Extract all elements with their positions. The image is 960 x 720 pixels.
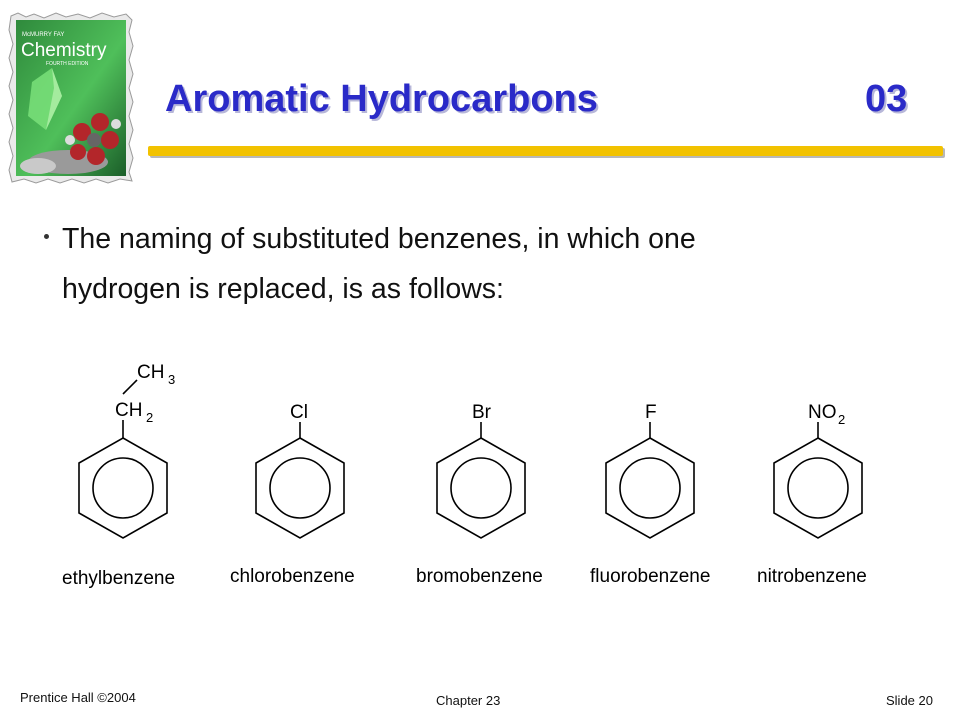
ethylbenzene-name: ethylbenzene: [62, 568, 176, 589]
ethylbenzene-ch3-subscript: 3: [168, 372, 176, 387]
ethylbenzene-ch2-subscript: 2: [146, 410, 154, 425]
bullet-line-1: The naming of substituted benzenes, in which one: [62, 223, 696, 255]
slide-title-number: 03: [865, 78, 908, 120]
cover-authors: McMURRY FAY: [22, 32, 65, 38]
bromobenzene-br-label: Br: [472, 402, 491, 423]
molecule-diagrams: [0, 340, 960, 600]
bullet-text: [62, 214, 924, 314]
bromobenzene-name: bromobenzene: [416, 566, 543, 587]
bullet-point: [44, 214, 924, 314]
fluorobenzene-name: fluorobenzene: [590, 566, 711, 587]
ethylbenzene-structure: [62, 362, 175, 589]
footer-chapter: Chapter 23: [436, 693, 501, 708]
title-underline-bar: [148, 146, 943, 156]
book-cover-image: [8, 12, 134, 184]
fluorobenzene-f-label: F: [645, 402, 657, 423]
cover-title: Chemistry: [21, 40, 107, 61]
fluorobenzene-structure: [590, 402, 710, 587]
nitrobenzene-no-label: NO: [808, 402, 837, 423]
footer-publisher: Prentice Hall ©2004: [20, 690, 136, 705]
bromobenzene-structure: [416, 402, 543, 587]
chlorobenzene-structure: [230, 402, 355, 587]
footer-slide-number: Slide 20: [886, 693, 933, 708]
slide-title: Aromatic Hydrocarbons: [165, 78, 598, 120]
ethylbenzene-ch3-label: CH: [137, 362, 165, 383]
bullet-line-2: hydrogen is replaced, is as follows:: [62, 273, 504, 305]
nitrobenzene-name: nitrobenzene: [757, 566, 867, 587]
cover-edition: FOURTH EDITION: [46, 61, 89, 67]
bullet-dot-icon: [44, 234, 49, 239]
nitrobenzene-no-subscript: 2: [838, 412, 846, 427]
book-cover-logo: [8, 12, 134, 184]
ethylbenzene-ch2-label: CH: [115, 400, 143, 421]
chlorobenzene-name: chlorobenzene: [230, 566, 355, 587]
nitrobenzene-structure: [757, 402, 867, 587]
chlorobenzene-cl-label: Cl: [290, 402, 308, 423]
